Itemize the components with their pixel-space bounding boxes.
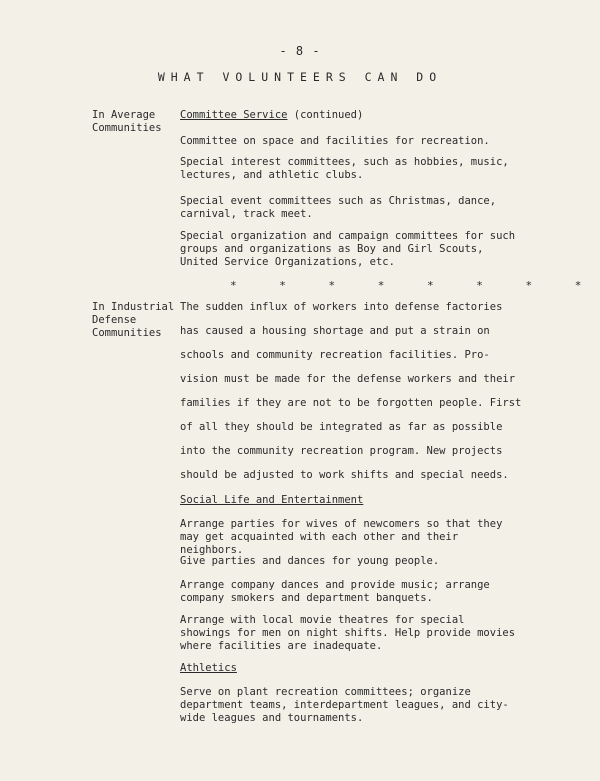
body-line: into the community recreation program. New projects: [180, 445, 503, 457]
committee-heading-suffix: (continued): [287, 109, 364, 121]
list-item: Arrange company dances and provide music; arrange company smokers and department banquets.: [180, 579, 490, 604]
committee-heading-line: [180, 109, 520, 122]
separator-stars: * * * * * * * *: [230, 279, 600, 292]
list-item: Serve on plant recreation committees; organize department teams, interdepartment leagues, and city-wide leagues and tournaments.: [180, 686, 509, 724]
side-label-industrial: In Industrial Defense Communities: [92, 301, 175, 339]
body-line: families if they are not to be forgotten people. First: [180, 397, 522, 409]
social-heading: Social Life and Entertainment: [180, 494, 364, 506]
committee-heading: Committee Service: [180, 109, 288, 121]
page-number: - 8 -: [279, 44, 321, 58]
list-item: Give parties and dances for young people.: [180, 555, 440, 567]
list-item: Arrange with local movie theatres for special showings for men on night shifts. Help provide movies where facilities are inadequate.: [180, 614, 516, 652]
body-line: The sudden influx of workers into defense factories: [180, 301, 503, 313]
athletics-heading: Athletics: [180, 662, 237, 674]
body-line: should be adjusted to work shifts and special needs.: [180, 469, 509, 481]
body-line: has caused a housing shortage and put a strain on: [180, 325, 490, 337]
list-item: Special event committees such as Christmas, dance, carnival, track meet.: [180, 195, 497, 220]
list-item: Special interest committees, such as hobbies, music, lectures, and athletic clubs.: [180, 156, 509, 181]
body-line: vision must be made for the defense workers and their: [180, 373, 516, 385]
body-line: schools and community recreation facilities. Pro-: [180, 349, 490, 361]
list-item: Arrange parties for wives of newcomers so that they may get acquainted with each other and their neighbors.: [180, 518, 503, 556]
page-title: WHAT VOLUNTEERS CAN DO: [157, 70, 443, 84]
side-label-average: In Average Communities: [92, 109, 162, 134]
list-item: Committee on space and facilities for recreation.: [180, 135, 490, 147]
body-line: of all they should be integrated as far as possible: [180, 421, 503, 433]
list-item: Special organization and campaign committees for such groups and organizations as Boy and Girl Scouts, United Service Organizations, etc.: [180, 230, 516, 268]
